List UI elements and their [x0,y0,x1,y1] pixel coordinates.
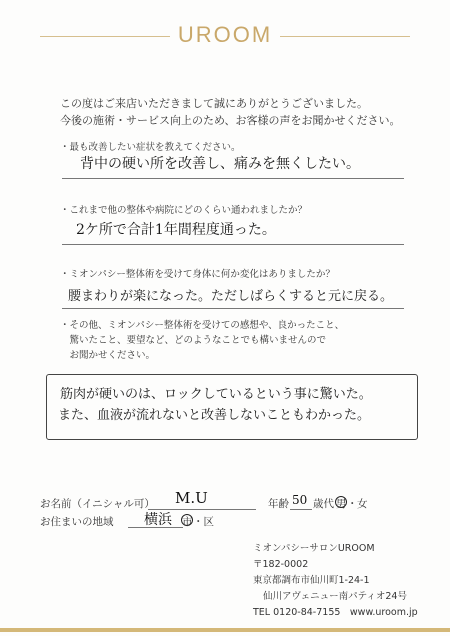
company-address-1: 東京都調布市仙川町1-24-1 [253,575,370,586]
age-line [290,509,312,510]
company-postal: 〒182-0002 [253,559,309,570]
age-value: 50 [292,493,308,507]
company-name: ミオンパシーサロンUROOM [253,543,375,554]
age-label: 年齢 [268,498,289,510]
question-2: ・これまで他の整体や病院にどのくらい通われましたか？ [60,205,308,216]
question-4-line-3: お聞かせください。 [60,350,156,361]
ward-label: ・区 [193,516,214,528]
name-value: M.U [175,489,208,507]
intro-text [60,95,401,129]
answer-4-line-2: また、血液が流れないと改善しないこともわかった。 [58,408,371,423]
question-4 [60,318,344,363]
gender-separator: ・ [347,498,358,510]
question-4-line-2: 驚いたこと、要望など、どのようなことでも構いませんので [60,335,327,346]
answer-2-line [62,244,404,245]
question-4-line-1: ・その他、ミオンパシー整体術を受けての感想や、良かったこと、 [60,320,345,331]
company-contact: TEL 0120-84-7155 www.uroom.jp [253,607,418,618]
company-address-2: 仙川アヴェニュー南パティオ24号 [263,591,407,602]
logo-right-rule [280,36,410,37]
company-info [253,541,418,621]
logo: UROOM [177,22,273,47]
answer-1: 背中の硬い所を改善し、痛みを無くしたい。 [80,156,360,172]
area-line [128,527,183,528]
answer-4-line-1: 筋肉が硬いのは、ロックしているという事に驚いた。 [60,387,372,402]
question-1: ・最も改善したい症状を教えてください。 [60,142,241,153]
city-label: 市 [182,516,193,528]
question-3: ・ミオンパシー整体術を受けて身体に何か変化はありましたか？ [60,269,335,280]
answer-3: 腰まわりが楽になった。ただしばらくすると元に戻る。 [68,289,394,304]
name-label: お名前（イニシャル可） [40,498,155,510]
area-label: お住まいの地域 [40,516,114,528]
answer-2: 2ケ所で合計1年間程度通った。 [76,222,276,238]
area-value: 横浜 [144,512,172,528]
answer-1-line [62,178,404,179]
intro-line-1: この度はご来店いただきまして誠にありがとうございました。 [60,97,368,110]
age-suffix: 歳代 [313,498,334,510]
bottom-gold-band [0,628,450,632]
answer-3-line [62,308,404,309]
gender-female: 女 [357,498,368,510]
gender-male: 男 [336,498,347,510]
intro-line-2: 今後の施術・サービス向上のため、お客様の声をお聞かせください。 [60,114,401,127]
